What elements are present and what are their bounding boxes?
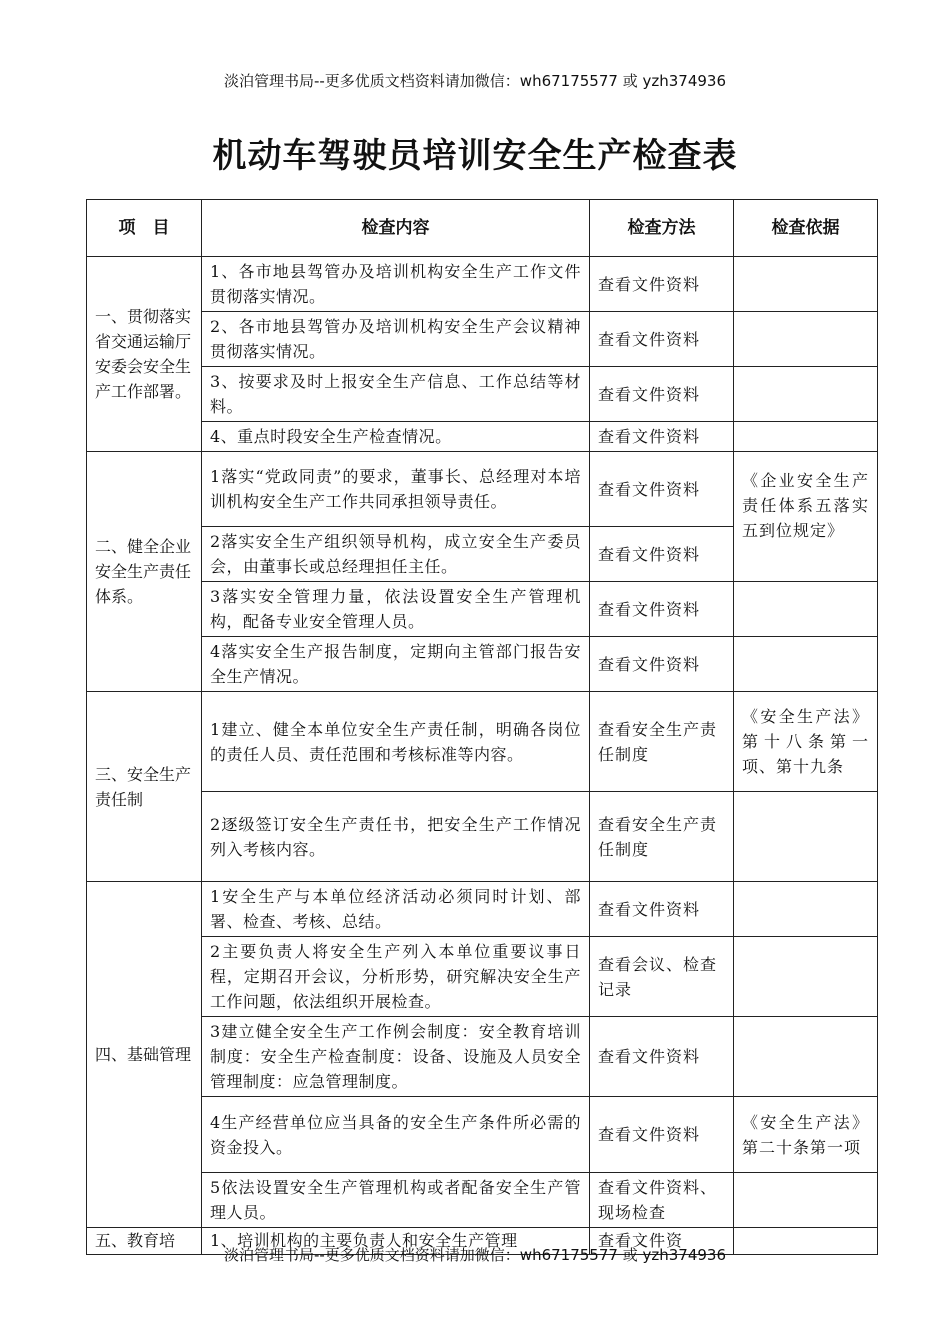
check-method: 查看文件资料 [590,257,734,312]
check-basis [734,792,878,882]
check-basis: 《企业安全生产责任体系五落实五到位规定》 [734,452,878,582]
check-method: 查看文件资料 [590,882,734,937]
check-content: 2主要负责人将安全生产列入本单位重要议事日程，定期召开会议，分析形势，研究解决安全生产工作问题，依法组织开展检查。 [202,937,590,1017]
check-content: 4生产经营单位应当具备的安全生产条件所必需的资金投入。 [202,1097,590,1173]
column-header-basis: 检查依据 [734,200,878,257]
check-content: 5依法设置安全生产管理机构或者配备安全生产管理人员。 [202,1173,590,1228]
check-content: 2逐级签订安全生产责任书，把安全生产工作情况列入考核内容。 [202,792,590,882]
table-header-row [87,200,878,257]
check-content: 1落实“党政同责”的要求，董事长、总经理对本培训机构安全生产工作共同承担领导责任。 [202,452,590,527]
check-content: 4、重点时段安全生产检查情况。 [202,422,590,452]
section-title: 二、健全企业安全生产责任体系。 [87,452,202,692]
table-row [87,1097,878,1173]
table-row [87,257,878,312]
table-row [87,937,878,1017]
check-content: 4落实安全生产报告制度，定期向主管部门报告安全生产情况。 [202,637,590,692]
document-title: 机动车驾驶员培训安全生产检查表 [212,136,738,176]
check-content-text: 1、培训机构的主要负责人和安全生产管理 [210,1231,518,1250]
table-row [87,452,878,527]
table-row [87,312,878,367]
check-method: 查看文件资料 [590,527,734,582]
check-method: 查看文件资料、现场检查 [590,1173,734,1228]
column-header-method: 检查方法 [590,200,734,257]
section-title: 三、安全生产责任制 [87,692,202,882]
table-row [87,1173,878,1228]
check-content: 3落实安全管理力量，依法设置安全生产管理机构，配备专业安全管理人员。 [202,582,590,637]
column-header-item: 项 目 [87,200,202,257]
check-method: 查看文件资料 [590,582,734,637]
check-method: 查看文件资料 [590,452,734,527]
check-basis [734,422,878,452]
check-basis [734,937,878,1017]
check-method: 查看文件资料 [590,367,734,422]
check-content: 1安全生产与本单位经济活动必须同时计划、部署、检查、考核、总结。 [202,882,590,937]
check-basis: 《安全生产法》第十八条第一项、第十九条 [734,692,878,792]
table-row [87,422,878,452]
check-method-text: 查看文件资 [598,1231,684,1250]
check-basis [734,637,878,692]
check-basis [734,257,878,312]
section-title: 一、贯彻落实省交通运输厅安委会安全生产工作部署。 [87,257,202,452]
check-method: 查看安全生产责任制度 [590,692,734,792]
check-basis: 《安全生产法》第二十条第一项 [734,1097,878,1173]
check-basis [734,1017,878,1097]
header-watermark-note: 淡泊管理书局--更多优质文档资料请加微信：wh67175577 或 yzh374936 [223,72,726,90]
inspection-table [86,199,878,1255]
table-row [87,882,878,937]
table-row [87,692,878,792]
table-row [87,582,878,637]
check-basis [734,882,878,937]
check-method: 查看安全生产责任制度 [590,792,734,882]
check-method: 查看文件资料 [590,1097,734,1173]
check-method: 查看文件资料 [590,422,734,452]
check-basis [734,1173,878,1228]
check-content: 1建立、健全本单位安全生产责任制，明确各岗位的责任人员、责任范围和考核标准等内容。 [202,692,590,792]
section-title: 四、基础管理 [87,882,202,1228]
footer-watermark-note: 淡泊管理书局--更多优质文档资料请加微信：wh67175577 或 yzh374936 [223,1246,726,1264]
check-method: 查看文件资料 [590,1017,734,1097]
check-method: 查看文件资料 [590,312,734,367]
check-method: 查看文件资料 [590,637,734,692]
table-row [87,792,878,882]
table-row [87,637,878,692]
check-basis [734,582,878,637]
column-header-content: 检查内容 [202,200,590,257]
check-content: 3建立健全安全生产工作例会制度：安全教育培训制度：安全生产检查制度：设备、设施及人员安全管理制度：应急管理制度。 [202,1017,590,1097]
check-content: 2落实安全生产组织领导机构，成立安全生产委员会，由董事长或总经理担任主任。 [202,527,590,582]
check-content: 3、按要求及时上报安全生产信息、工作总结等材料。 [202,367,590,422]
check-basis [734,312,878,367]
check-method: 查看会议、检查记录 [590,937,734,1017]
check-basis [734,367,878,422]
section-title-text: 五、教育培 [95,1231,176,1250]
table-row [87,367,878,422]
table-row [87,1017,878,1097]
check-content: 2、各市地县驾管办及培训机构安全生产会议精神贯彻落实情况。 [202,312,590,367]
check-content: 1、各市地县驾管办及培训机构安全生产工作文件贯彻落实情况。 [202,257,590,312]
